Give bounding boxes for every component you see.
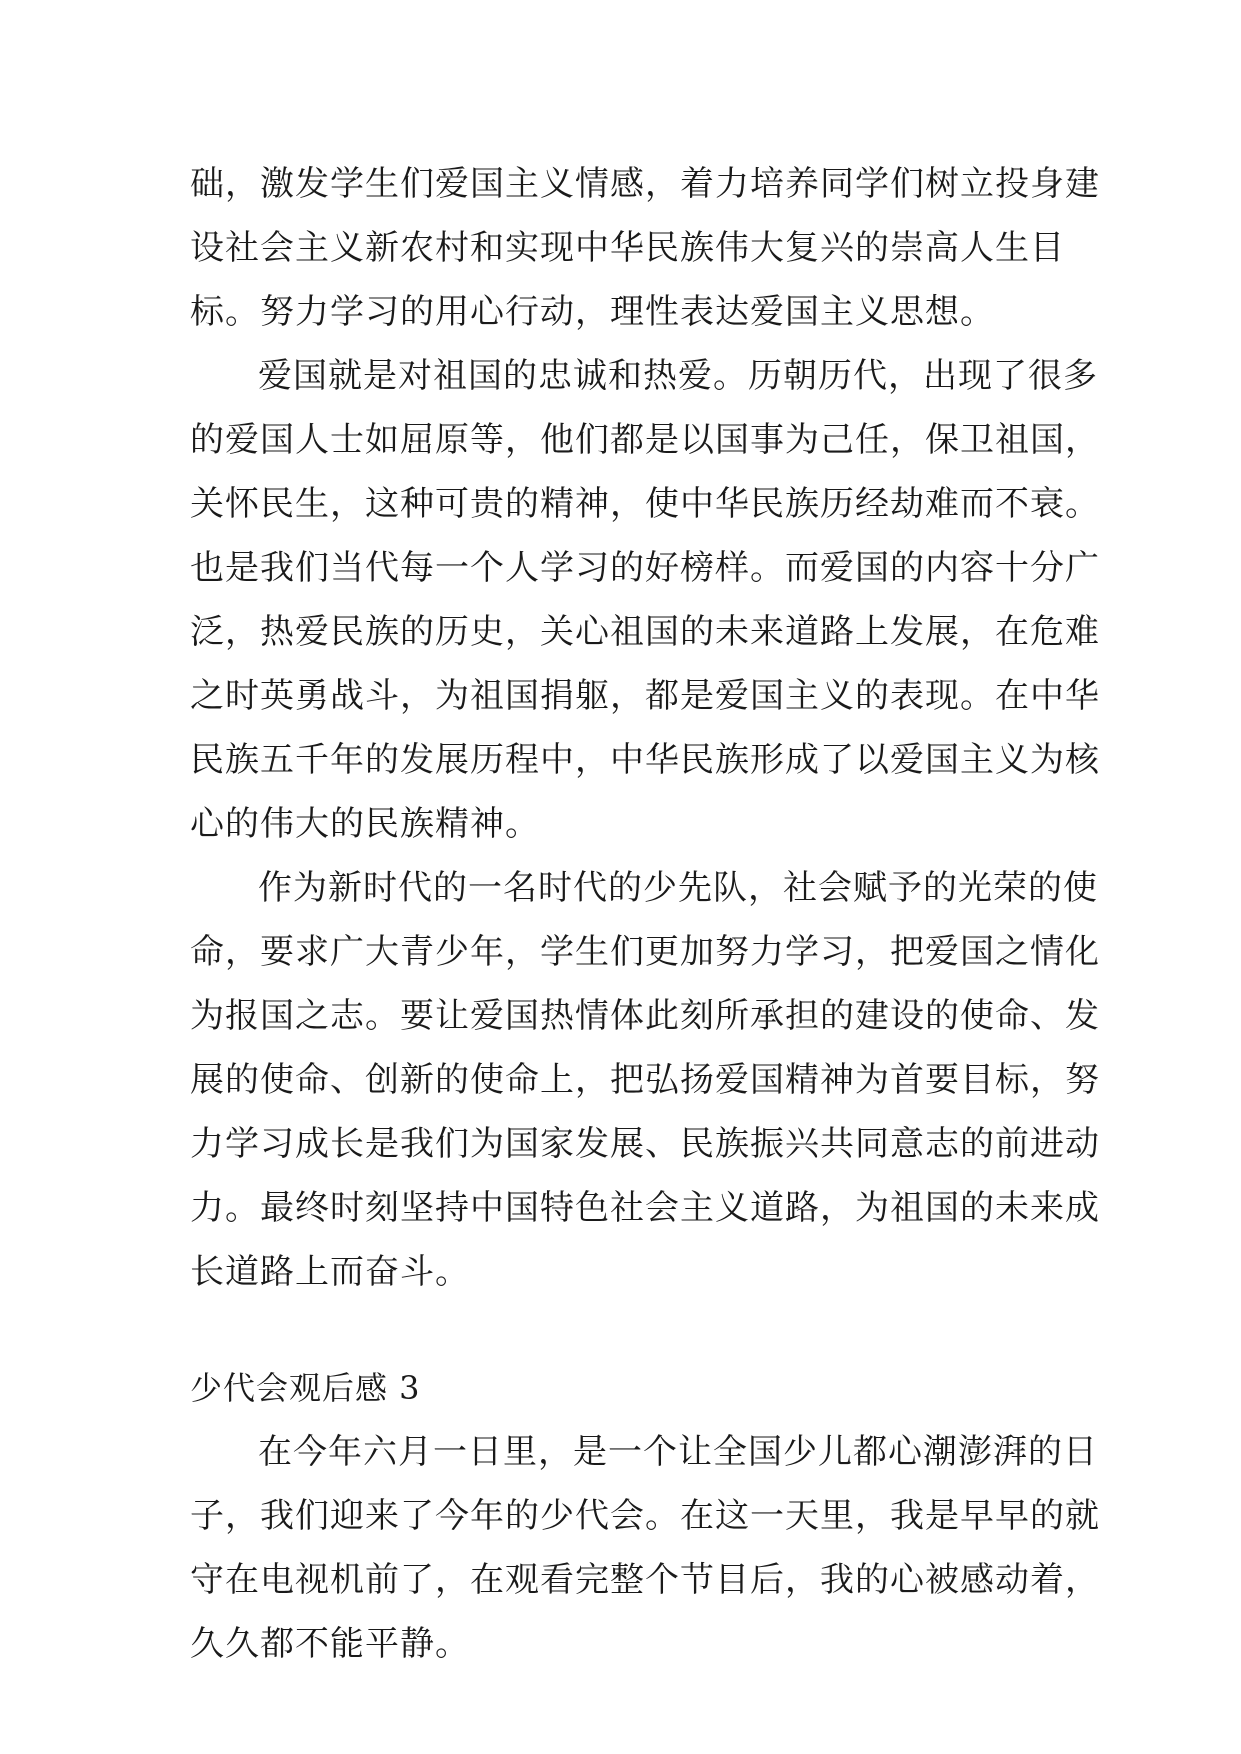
document-body [190,152,1100,1676]
text-line: 爱国就是对祖国的忠诚和热爱。历朝历代，出现了很多 [258,356,1098,396]
paragraph-mission [190,856,1100,1304]
text-line: 标。努力学习的用心行动，理性表达爱国主义思想。 [190,292,995,332]
section-spacer [190,1304,1050,1356]
text-line: 础，激发学生们爱国主义情感，着力培养同学们树立投身建 [190,164,1100,204]
text-line: 久久都不能平静。 [190,1624,470,1664]
text-line: 民族五千年的发展历程中，中华民族形成了以爱国主义为核 [190,740,1100,780]
text-line: 作为新时代的一名时代的少先队，社会赋予的光荣的使 [258,868,1098,908]
text-line: 为报国之志。要让爱国热情体此刻所承担的建设的使命、发 [190,996,1100,1036]
section-heading: 少代会观后感 3 [190,1369,421,1407]
paragraph-section-3 [190,1420,1100,1676]
paragraph-patriotism [190,344,1100,856]
text-line: 守在电视机前了，在观看完整个节目后，我的心被感动着， [190,1560,1100,1600]
text-line: 命，要求广大青少年，学生们更加努力学习，把爱国之情化 [190,932,1100,972]
text-line: 也是我们当代每一个人学习的好榜样。而爱国的内容十分广 [190,548,1100,588]
text-line: 之时英勇战斗，为祖国捐躯，都是爱国主义的表现。在中华 [190,676,1100,716]
text-line: 心的伟大的民族精神。 [190,804,540,844]
text-line: 子，我们迎来了今年的少代会。在这一天里，我是早早的就 [190,1496,1100,1536]
text-line: 的爱国人士如屈原等，他们都是以国事为己任，保卫祖国， [190,420,1100,460]
text-line: 设社会主义新农村和实现中华民族伟大复兴的崇高人生目 [190,228,1065,268]
text-line: 力学习成长是我们为国家发展、民族振兴共同意志的前进动 [190,1124,1100,1164]
text-line: 关怀民生，这种可贵的精神，使中华民族历经劫难而不衰。 [190,484,1100,524]
paragraph-continued [190,152,1100,344]
text-line: 泛，热爱民族的历史，关心祖国的未来道路上发展，在危难 [190,612,1100,652]
text-line: 长道路上而奋斗。 [190,1252,470,1292]
text-line: 力。最终时刻坚持中国特色社会主义道路，为祖国的未来成 [190,1188,1100,1228]
text-line: 展的使命、创新的使命上，把弘扬爱国精神为首要目标，努 [190,1060,1100,1100]
text-line: 在今年六月一日里，是一个让全国少儿都心潮澎湃的日 [258,1432,1098,1472]
